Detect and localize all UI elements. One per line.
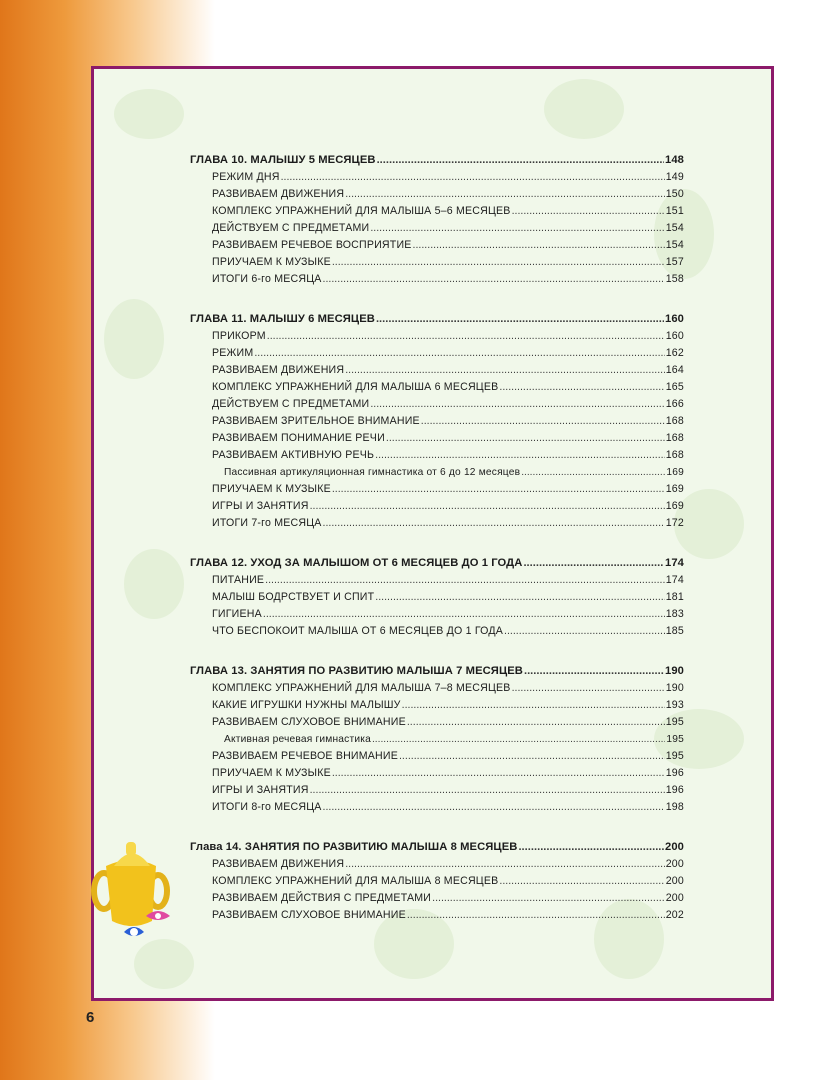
page-ref: 172: [665, 517, 684, 529]
chapter-block: [190, 663, 684, 816]
dot-leader: [345, 362, 665, 379]
chapter-heading[interactable]: [190, 152, 684, 169]
page-ref: 158: [665, 273, 684, 285]
toc-entry[interactable]: [190, 606, 684, 623]
entry-title: РАЗВИВАЕМ ДВИЖЕНИЯ: [212, 858, 345, 870]
dot-leader: [402, 697, 665, 714]
dot-leader: [499, 379, 664, 396]
dot-leader: [254, 345, 664, 362]
entry-title: ПИТАНИЕ: [212, 574, 265, 586]
entry-title: РАЗВИВАЕМ ДВИЖЕНИЯ: [212, 188, 345, 200]
chapter-title: Глава 14. ЗАНЯТИЯ ПО РАЗВИТИЮ МАЛЫША 8 МЕСЯЦЕВ: [190, 841, 518, 853]
chapter-block: [190, 839, 684, 924]
toc-entry[interactable]: [190, 697, 684, 714]
entry-title: РЕЖИМ ДНЯ: [212, 171, 280, 183]
toc-entry[interactable]: [190, 328, 684, 345]
background-toy-shape: [134, 939, 194, 989]
dot-leader: [407, 714, 665, 731]
page-ref: 200: [665, 875, 684, 887]
dot-leader: [375, 447, 665, 464]
background-toy-shape: [104, 299, 164, 379]
dot-leader: [281, 169, 665, 186]
dot-leader: [377, 152, 664, 169]
content-frame: [91, 66, 774, 1001]
chapter-title: ГЛАВА 10. МАЛЫШУ 5 МЕСЯЦЕВ: [190, 154, 376, 166]
page-ref: 151: [665, 205, 684, 217]
background-toy-shape: [544, 79, 624, 139]
dot-leader: [323, 515, 665, 532]
chapter-heading[interactable]: [190, 663, 684, 680]
toc-entry[interactable]: [190, 515, 684, 532]
page-ref: 164: [665, 364, 684, 376]
page-ref: 183: [665, 608, 684, 620]
entry-title: РАЗВИВАЕМ РЕЧЕВОЕ ВОСПРИЯТИЕ: [212, 239, 412, 251]
toc-entry[interactable]: [190, 623, 684, 640]
chapter-block: [190, 311, 684, 532]
entry-title: ПРИКОРМ: [212, 330, 266, 342]
entry-title: РАЗВИВАЕМ ЗРИТЕЛЬНОЕ ВНИМАНИЕ: [212, 415, 420, 427]
toc-entry[interactable]: [190, 362, 684, 379]
toc-entry[interactable]: [190, 856, 684, 873]
toc-entry[interactable]: [190, 447, 684, 464]
dot-leader: [407, 907, 665, 924]
chapter-title: ГЛАВА 12. УХОД ЗА МАЛЫШОМ ОТ 6 МЕСЯЦЕВ ДО 1 ГОДА: [190, 557, 523, 569]
dot-leader: [518, 839, 664, 856]
background-toy-shape: [114, 89, 184, 139]
entry-title: ГИГИЕНА: [212, 608, 262, 620]
toc-subsection-entry[interactable]: [190, 464, 684, 481]
page-ref: 181: [665, 591, 684, 603]
dot-leader: [310, 782, 665, 799]
page-ref: 174: [665, 557, 684, 569]
page-ref: 195: [665, 750, 684, 762]
page-ref: 196: [665, 767, 684, 779]
toc-entry[interactable]: [190, 396, 684, 413]
entry-title: ИГРЫ И ЗАНЯТИЯ: [212, 784, 309, 796]
page-ref: 160: [665, 330, 684, 342]
entry-title: ПРИУЧАЕМ К МУЗЫКЕ: [212, 767, 331, 779]
entry-title: ИТОГИ 6-го МЕСЯЦА: [212, 273, 322, 285]
toc-entry[interactable]: [190, 589, 684, 606]
entry-title: ИГРЫ И ЗАНЯТИЯ: [212, 500, 309, 512]
page-ref: 168: [665, 449, 684, 461]
page-ref: 169: [665, 483, 684, 495]
toc-entry[interactable]: [190, 765, 684, 782]
toc-entry[interactable]: [190, 748, 684, 765]
dot-leader: [345, 856, 665, 873]
background-toy-shape: [124, 549, 184, 619]
page-ref: 193: [665, 699, 684, 711]
chapter-heading[interactable]: [190, 839, 684, 856]
toc-entry[interactable]: [190, 873, 684, 890]
table-of-contents: [190, 152, 684, 947]
entry-title: ИТОГИ 8-го МЕСЯЦА: [212, 801, 322, 813]
entry-title: Активная речевая гимнастика: [224, 734, 371, 745]
toc-entry[interactable]: [190, 169, 684, 186]
entry-title: РАЗВИВАЕМ СЛУХОВОЕ ВНИМАНИЕ: [212, 716, 406, 728]
toc-entry[interactable]: [190, 413, 684, 430]
entry-title: Пассивная артикуляционная гимнастика от 6 до 12 месяцев: [224, 467, 521, 478]
dot-leader: [523, 555, 664, 572]
dot-leader: [267, 328, 665, 345]
dot-leader: [512, 203, 665, 220]
chapter-title: ГЛАВА 13. ЗАНЯТИЯ ПО РАЗВИТИЮ МАЛЫША 7 МЕСЯЦЕВ: [190, 665, 523, 677]
entry-title: РАЗВИВАЕМ ПОНИМАНИЕ РЕЧИ: [212, 432, 385, 444]
dot-leader: [332, 254, 665, 271]
toc-entry[interactable]: [190, 430, 684, 447]
toc-entry[interactable]: [190, 345, 684, 362]
dot-leader: [399, 748, 665, 765]
toc-entry[interactable]: [190, 271, 684, 288]
page-ref: 165: [665, 381, 684, 393]
page-ref: 200: [665, 841, 684, 853]
entry-title: РАЗВИВАЕМ ДВИЖЕНИЯ: [212, 364, 345, 376]
chapter-heading[interactable]: [190, 311, 684, 328]
page-ref: 150: [665, 188, 684, 200]
dot-leader: [376, 311, 664, 328]
toc-entry[interactable]: [190, 186, 684, 203]
entry-title: МАЛЫШ БОДРСТВУЕТ И СПИТ: [212, 591, 375, 603]
toc-entry[interactable]: [190, 572, 684, 589]
page-ref: 160: [665, 313, 684, 325]
dot-leader: [421, 413, 665, 430]
page-ref: 190: [665, 665, 684, 677]
background-toy-shape: [674, 489, 744, 559]
entry-title: КАКИЕ ИГРУШКИ НУЖНЫ МАЛЫШУ: [212, 699, 401, 711]
page-ref: 200: [665, 858, 684, 870]
toc-entry[interactable]: [190, 220, 684, 237]
page-ref: 154: [665, 222, 684, 234]
entry-title: КОМПЛЕКС УПРАЖНЕНИЙ ДЛЯ МАЛЫША 8 МЕСЯЦЕВ: [212, 875, 499, 887]
entry-title: ДЕЙСТВУЕМ С ПРЕДМЕТАМИ: [212, 398, 370, 410]
dot-leader: [524, 663, 664, 680]
page-ref: 198: [665, 801, 684, 813]
page-ref: 195: [666, 734, 684, 745]
dot-leader: [521, 464, 665, 481]
entry-title: РАЗВИВАЕМ ДЕЙСТВИЯ С ПРЕДМЕТАМИ: [212, 892, 432, 904]
page-ref: 168: [665, 415, 684, 427]
toc-entry[interactable]: [190, 907, 684, 924]
dot-leader: [372, 731, 665, 748]
entry-title: ДЕЙСТВУЕМ С ПРЕДМЕТАМИ: [212, 222, 370, 234]
dot-leader: [375, 589, 664, 606]
entry-title: КОМПЛЕКС УПРАЖНЕНИЙ ДЛЯ МАЛЫША 5–6 МЕСЯЦЕВ: [212, 205, 511, 217]
page-ref: 166: [665, 398, 684, 410]
page-ref: 154: [665, 239, 684, 251]
page-ref: 185: [665, 625, 684, 637]
entry-title: РЕЖИМ: [212, 347, 254, 359]
dot-leader: [386, 430, 665, 447]
toc-entry[interactable]: [190, 782, 684, 799]
dot-leader: [345, 186, 665, 203]
chapter-title: ГЛАВА 11. МАЛЫШУ 6 МЕСЯЦЕВ: [190, 313, 375, 325]
dot-leader: [504, 623, 665, 640]
entry-title: РАЗВИВАЕМ СЛУХОВОЕ ВНИМАНИЕ: [212, 909, 406, 921]
dot-leader: [413, 237, 665, 254]
dot-leader: [310, 498, 665, 515]
chapter-heading[interactable]: [190, 555, 684, 572]
dot-leader: [323, 799, 665, 816]
entry-title: ПРИУЧАЕМ К МУЗЫКЕ: [212, 256, 331, 268]
dot-leader: [432, 890, 665, 907]
toc-entry[interactable]: [190, 680, 684, 697]
dot-leader: [370, 220, 664, 237]
page-ref: 196: [665, 784, 684, 796]
chapter-block: [190, 555, 684, 640]
dot-leader: [263, 606, 665, 623]
toc-entry[interactable]: [190, 799, 684, 816]
dot-leader: [499, 873, 664, 890]
page-ref: 202: [665, 909, 684, 921]
page-ref: 149: [665, 171, 684, 183]
entry-title: ПРИУЧАЕМ К МУЗЫКЕ: [212, 483, 331, 495]
entry-title: ЧТО БЕСПОКОИТ МАЛЫША ОТ 6 МЕСЯЦЕВ ДО 1 ГОДА: [212, 625, 504, 637]
page-number: 6: [86, 1009, 95, 1026]
entry-title: ИТОГИ 7-го МЕСЯЦА: [212, 517, 322, 529]
page-ref: 195: [665, 716, 684, 728]
toc-entry[interactable]: [190, 498, 684, 515]
page-ref: 148: [665, 154, 684, 166]
entry-title: РАЗВИВАЕМ АКТИВНУЮ РЕЧЬ: [212, 449, 375, 461]
toc-entry[interactable]: [190, 254, 684, 271]
toc-entry[interactable]: [190, 237, 684, 254]
page-ref: 174: [665, 574, 684, 586]
dot-leader: [370, 396, 664, 413]
page-ref: 169: [665, 500, 684, 512]
dot-leader: [332, 481, 665, 498]
toc-entry[interactable]: [190, 890, 684, 907]
page-ref: 169: [666, 467, 684, 478]
toc-entry[interactable]: [190, 481, 684, 498]
chapter-block: [190, 152, 684, 288]
dot-leader: [512, 680, 665, 697]
entry-title: КОМПЛЕКС УПРАЖНЕНИЙ ДЛЯ МАЛЫША 7–8 МЕСЯЦЕВ: [212, 682, 511, 694]
page-ref: 162: [665, 347, 684, 359]
sippy-cup-illustration: [84, 836, 174, 946]
dot-leader: [323, 271, 665, 288]
toc-subsection-entry[interactable]: [190, 731, 684, 748]
entry-title: КОМПЛЕКС УПРАЖНЕНИЙ ДЛЯ МАЛЫША 6 МЕСЯЦЕВ: [212, 381, 499, 393]
page-ref: 200: [665, 892, 684, 904]
entry-title: РАЗВИВАЕМ РЕЧЕВОЕ ВНИМАНИЕ: [212, 750, 398, 762]
toc-entry[interactable]: [190, 379, 684, 396]
page-ref: 157: [665, 256, 684, 268]
dot-leader: [332, 765, 665, 782]
page-ref: 190: [665, 682, 684, 694]
toc-entry[interactable]: [190, 203, 684, 220]
dot-leader: [265, 572, 665, 589]
toc-entry[interactable]: [190, 714, 684, 731]
page-ref: 168: [665, 432, 684, 444]
